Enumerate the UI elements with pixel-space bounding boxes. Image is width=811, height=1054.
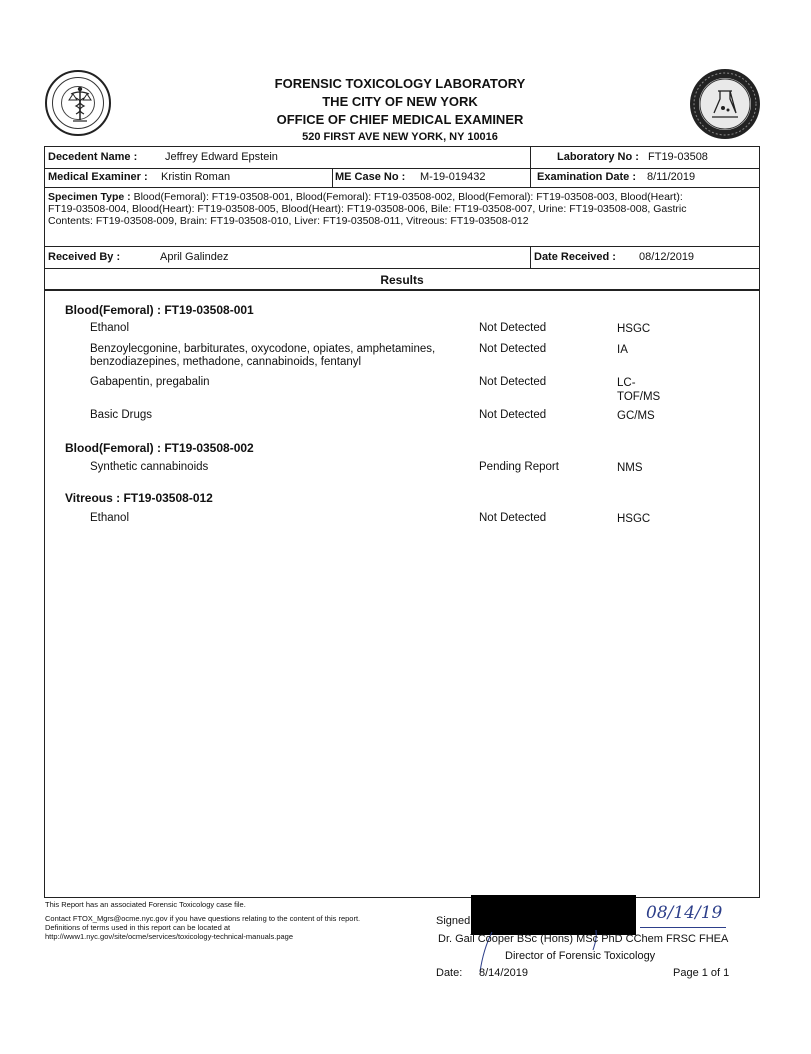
office-name: OFFICE OF CHIEF MEDICAL EXAMINER bbox=[276, 112, 524, 127]
caduceus-icon bbox=[47, 72, 113, 138]
results-panel bbox=[44, 290, 760, 898]
manuals-url: http://www1.nyc.gov/site/ocme/services/toxicology-technical-manuals.page bbox=[45, 932, 294, 941]
section-title-blood-femoral-002: Blood(Femoral) : FT19-03508-002 bbox=[65, 441, 254, 455]
signature-underline bbox=[640, 927, 726, 928]
specimen-line-3: Contents: FT19-03508-009, Brain: FT19-03508-010, Liver: FT19-03508-011, Vitreous: FT19-03508-012 bbox=[48, 215, 529, 227]
result-method: LC-TOF/MS bbox=[617, 377, 661, 403]
date-received-label: Date Received : bbox=[534, 251, 616, 263]
toxicology-lab-seal-icon bbox=[690, 69, 760, 139]
ocme-seal-left bbox=[45, 70, 111, 136]
specimen-line-1: Blood(Femoral): FT19-03508-001, Blood(Femoral): FT19-03508-002, Blood(Femoral): FT19-03508-003, Blood(Heart): bbox=[133, 191, 683, 203]
result-test: Gabapentin, pregabalin bbox=[90, 376, 210, 388]
toxicology-seal-right bbox=[690, 69, 760, 139]
section-title-blood-femoral-001: Blood(Femoral) : FT19-03508-001 bbox=[65, 303, 254, 317]
result-method: HSGC bbox=[617, 323, 651, 335]
specimen-type-label: Specimen Type : bbox=[48, 191, 131, 203]
result-value: Pending Report bbox=[479, 461, 559, 473]
lab-name: FORENSIC TOXICOLOGY LABORATORY bbox=[274, 76, 526, 91]
laboratory-no-label: Laboratory No : bbox=[557, 151, 639, 163]
results-heading: Results bbox=[380, 273, 424, 287]
result-value: Not Detected bbox=[479, 343, 547, 355]
me-case-no-value: M-19-019432 bbox=[420, 171, 486, 183]
result-test: Ethanol bbox=[90, 512, 130, 524]
signer-title: Director of Forensic Toxicology bbox=[505, 950, 656, 962]
case-file-note: This Report has an associated Forensic Toxicology case file. bbox=[45, 900, 246, 909]
result-test: Synthetic cannabinoids bbox=[90, 461, 209, 473]
medical-examiner-value: Kristin Roman bbox=[161, 171, 231, 183]
received-by-value: April Galindez bbox=[160, 251, 229, 263]
result-value: Not Detected bbox=[479, 376, 547, 388]
examination-date-label: Examination Date : bbox=[537, 171, 637, 183]
report-date: 8/14/2019 bbox=[479, 967, 528, 979]
city-name: THE CITY OF NEW YORK bbox=[322, 94, 478, 109]
decedent-name-value: Jeffrey Edward Epstein bbox=[165, 151, 278, 163]
me-case-no-label: ME Case No : bbox=[335, 171, 406, 183]
laboratory-no-value: FT19-03508 bbox=[648, 151, 708, 163]
decedent-name-label: Decedent Name : bbox=[48, 151, 138, 163]
contact-line-2: Definitions of terms used in this report can be located at bbox=[45, 923, 231, 932]
received-by-label: Received By : bbox=[48, 251, 121, 263]
date-received-value: 08/12/2019 bbox=[639, 251, 695, 263]
result-method: GC/MS bbox=[617, 410, 655, 422]
date-label: Date: bbox=[436, 967, 463, 979]
medical-examiner-label: Medical Examiner : bbox=[48, 171, 148, 183]
result-test: Benzoylecgonine, barbiturates, oxycodone, opiates, amphetamines, benzodiazepines, methadone, cannabinoids, fentanyl bbox=[90, 343, 436, 368]
result-method: NMS bbox=[617, 462, 643, 474]
result-test: Ethanol bbox=[90, 322, 130, 334]
result-value: Not Detected bbox=[479, 512, 547, 524]
page-number: Page 1 of 1 bbox=[673, 967, 730, 979]
office-address: 520 FIRST AVE NEW YORK, NY 10016 bbox=[302, 131, 498, 143]
result-value: Not Detected bbox=[479, 409, 547, 421]
specimen-type bbox=[48, 191, 756, 227]
signed-label: Signed bbox=[436, 915, 471, 927]
contact-line-1: Contact FTOX_Mgrs@ocme.nyc.gov if you have questions relating to the content of this report. bbox=[45, 914, 361, 923]
result-method: IA bbox=[617, 344, 628, 356]
examination-date-value: 8/11/2019 bbox=[647, 171, 696, 183]
signer-name: Dr. Gail Cooper BSc (Hons) MSc PhD CChem FRSC FHEA bbox=[438, 933, 729, 945]
specimen-line-2: FT19-03508-004, Blood(Heart): FT19-03508-005, Blood(Heart): FT19-03508-006, Bile: FT19-03508-007, Urine: FT19-03508-008, Gastric bbox=[48, 203, 687, 215]
handwritten-date: 08/14/19 bbox=[646, 903, 723, 923]
case-info-table bbox=[44, 146, 760, 290]
result-test: Basic Drugs bbox=[90, 409, 152, 421]
section-title-vitreous-012: Vitreous : FT19-03508-012 bbox=[65, 491, 213, 505]
result-method: HSGC bbox=[617, 513, 651, 525]
result-value: Not Detected bbox=[479, 322, 547, 334]
